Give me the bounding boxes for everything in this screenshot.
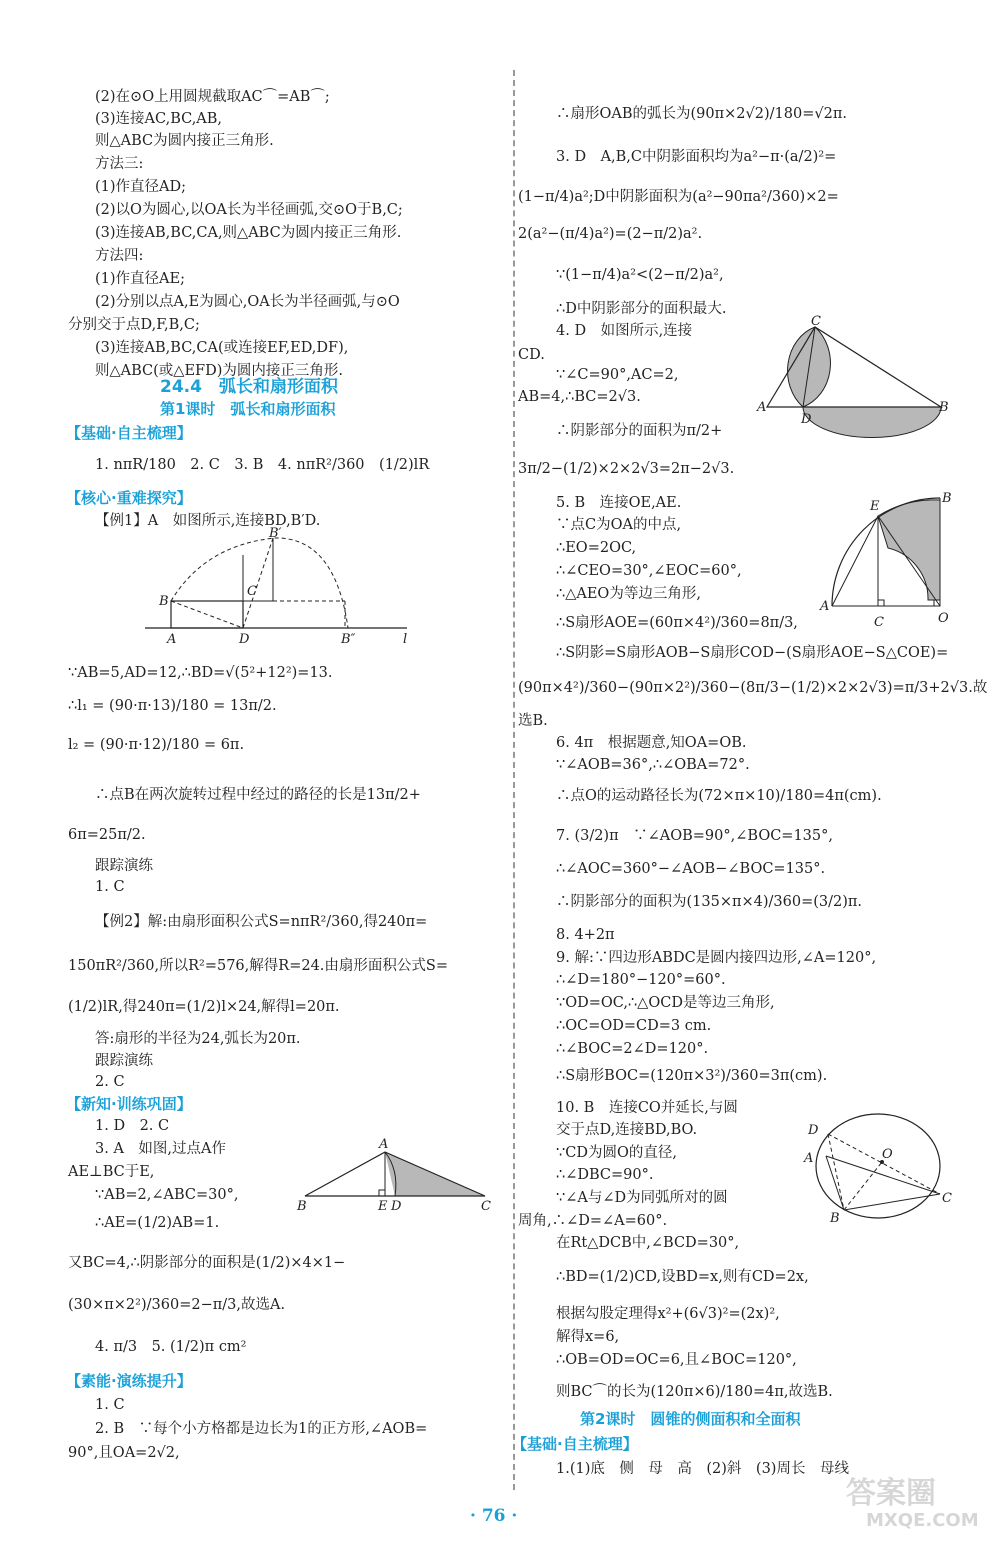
svg-text:D: D (391, 1199, 402, 1214)
text-line: 5. B 连接OE,AE. (556, 495, 682, 511)
svg-text:D: D (801, 412, 812, 427)
text-line: 6. 4π 根据题意,知OA=OB. (556, 735, 747, 751)
text-line: (2)分别以点A,E为圆心,OA长为半径画弧,与⊙O (95, 294, 400, 310)
svg-text:O: O (882, 1147, 893, 1162)
text-line: 3π/2−(1/2)×2×2√3=2π−2√3. (518, 461, 735, 477)
text-line: ∴OC=OD=CD=3 cm. (556, 1018, 712, 1034)
text-line: ∴∠BOC=2∠D=120°. (556, 1041, 709, 1057)
text-line: 1. D 2. C (95, 1118, 170, 1134)
text-line: ∵点C为OA的中点, (556, 517, 682, 533)
svg-text:C: C (811, 314, 821, 329)
svg-text:D: D (808, 1123, 819, 1138)
text-line: ∴△AEO为等边三角形, (556, 586, 701, 602)
text-line: (3)连接AB,BC,CA,则△ABC为圆内接正三角形. (95, 225, 402, 241)
text-line: 90°,且OA=2√2, (68, 1445, 180, 1461)
text-line: ∴阴影部分的面积为(135×π×4)/360=(3/2)π. (556, 894, 863, 910)
text-line: 则△ABC为圆内接正三角形. (95, 133, 274, 149)
triangle-figure (295, 1130, 495, 1220)
text-line: (2)以O为圆心,以OA长为半径画弧,交⊙O于B,C; (95, 202, 403, 218)
follow-title: 跟踪演练 (95, 858, 153, 874)
tag-basic: 【基础·自主梳理】 (66, 424, 192, 442)
text-line: 4. π/3 5. (1/2)π cm² (95, 1339, 247, 1355)
page-number-value: 76 (481, 1506, 506, 1526)
svg-text:B′: B′ (269, 526, 282, 541)
svg-text:O: O (938, 611, 949, 626)
text-line: CD. (518, 347, 545, 363)
rotation-figure (145, 526, 415, 650)
tag-basic2: 【基础·自主梳理】 (512, 1435, 638, 1453)
text-line: ∴S扇形AOE=(60π×4²)/360=8π/3, (556, 615, 798, 631)
text-line: 交于点D,连接BD,BO. (556, 1122, 698, 1138)
text-line: ∴∠DBC=90°. (556, 1167, 654, 1183)
text-line: ∴EO=2OC, (556, 540, 637, 556)
text-line: 6π=25π/2. (68, 827, 146, 843)
text-line: 2(a²−(π/4)a²)=(2−π/2)a². (518, 226, 703, 242)
text-line: ∵AB=2,∠ABC=30°, (95, 1187, 239, 1203)
text-line: 选B. (518, 713, 548, 729)
text-line: (1)作直径AD; (95, 179, 187, 195)
text-line: 分别交于点D,F,B,C; (68, 317, 200, 333)
follow-title: 跟踪演练 (95, 1053, 153, 1069)
text-line: 7. (3/2)π ∵∠AOB=90°,∠BOC=135°, (556, 828, 833, 844)
svg-text:B″: B″ (341, 632, 356, 647)
text-line: 周角,∴∠D=∠A=60°. (518, 1213, 668, 1229)
svg-text:C: C (874, 615, 884, 630)
text-line: ∵∠AOB=36°,∴∠OBA=72°. (556, 757, 750, 773)
text-line: 10. B 连接CO并延长,与圆 (556, 1100, 738, 1116)
text-line: 又BC=4,∴阴影部分的面积是(1/2)×4×1− (68, 1255, 346, 1271)
page-number: · 76 · (470, 1506, 518, 1526)
text-line: (2)在⊙O上用圆规截取AC⌒=AB⌒; (95, 89, 330, 105)
column-divider (513, 70, 515, 1490)
follow-answer: 2. C (95, 1074, 125, 1090)
svg-text:B: B (942, 491, 952, 506)
tag-skill: 【素能·演练提升】 (66, 1372, 192, 1390)
text-line: 4. D 如图所示,连接 (556, 323, 693, 339)
text-line: ∵∠C=90°,AC=2, (556, 367, 679, 383)
text-line: ∵∠A与∠D为同弧所对的圆 (556, 1190, 728, 1206)
text-line: ∴S扇形BOC=(120π×3²)/360=3π(cm). (556, 1068, 828, 1084)
text-line: 8. 4+2π (556, 927, 615, 943)
section-title: 24.4 弧长和扇形面积 (160, 377, 338, 397)
lesson-title: 第1课时 弧长和扇形面积 (160, 400, 336, 418)
watermark-url: MXQE.COM (866, 1510, 979, 1531)
svg-text:A: A (167, 632, 177, 647)
tag-core: 【核心·重难探究】 (66, 489, 192, 507)
text-line: 方法三: (95, 156, 144, 172)
text-line: 则△ABC(或△EFD)为圆内接正三角形. (95, 363, 343, 379)
text-line: ∴D中阴影部分的面积最大. (556, 301, 727, 317)
text-line: 【例2】解:由扇形面积公式S=nπR²/360,得240π= (95, 914, 428, 930)
text-line: ∴阴影部分的面积为π/2+ (556, 423, 723, 439)
text-line: (1/2)lR,得240π=(1/2)l×24,解得l=20π. (68, 999, 340, 1015)
tag-new: 【新知·训练巩固】 (66, 1095, 192, 1113)
text-line: ∴S阴影=S扇形AOB−S扇形COD−(S扇形AOE−S△COE)= (556, 645, 949, 661)
svg-text:A: A (379, 1137, 389, 1152)
svg-text:E: E (870, 499, 880, 514)
text-line: ∵(1−π/4)a²<(2−π/2)a², (556, 267, 724, 283)
text-line: (1−π/4)a²;D中阴影面积为(a²−90πa²/360)×2= (518, 189, 839, 205)
basic-answers: 1. nπR/180 2. C 3. B 4. nπR²/360 (1/2)lR (95, 457, 430, 473)
text-line: 3. D A,B,C中阴影面积均为a²−π·(a/2)²= (556, 149, 837, 165)
text-line: 答:扇形的半径为24,弧长为20π. (95, 1031, 301, 1047)
text-line: ∵CD为圆O的直径, (556, 1145, 677, 1161)
text-line: 150πR²/360,所以R²=576,解得R=24.由扇形面积公式S= (68, 958, 448, 974)
text-line: ∴BD=(1/2)CD,设BD=x,则有CD=2x, (556, 1269, 809, 1285)
svg-text:B: B (939, 400, 949, 415)
text-line: 3. A 如图,过点A作 (95, 1141, 226, 1157)
text-line: 1. C (95, 1397, 125, 1413)
svg-text:D: D (239, 632, 250, 647)
text-line: ∴∠AOC=360°−∠AOB−∠BOC=135°. (556, 861, 826, 877)
text-line: (1)作直径AE; (95, 271, 185, 287)
text-line: ∴l₁ = (90·π·13)/180 = 13π/2. (68, 698, 277, 714)
svg-text:E: E (378, 1199, 388, 1214)
text-line: ∴点O的运动路径长为(72×π×10)/180=4π(cm). (556, 788, 882, 804)
semicircle-figure (755, 315, 955, 430)
svg-text:C: C (481, 1199, 491, 1214)
quarter-circle-figure (808, 488, 968, 633)
text-line: 方法四: (95, 248, 144, 264)
text-line: 解得x=6, (556, 1329, 620, 1345)
text-line: ∴∠D=180°−120°=60°. (556, 972, 726, 988)
svg-text:C: C (247, 584, 257, 599)
svg-text:A: A (804, 1151, 814, 1166)
svg-text:A: A (820, 599, 830, 614)
svg-text:B: B (830, 1211, 840, 1226)
svg-text:l: l (403, 632, 408, 647)
text-line: (3)连接AB,BC,CA(或连接EF,ED,DF), (95, 340, 349, 356)
text-line: 则BC⌒的长为(120π×6)/180=4π,故选B. (556, 1384, 833, 1400)
text-line: AE⊥BC于E, (68, 1164, 155, 1180)
circle-figure (800, 1112, 960, 1226)
watermark-logo: 答案圈 (846, 1476, 936, 1511)
svg-text:B: B (159, 594, 169, 609)
text-line: l₂ = (90·π·12)/180 = 6π. (68, 737, 245, 753)
text-line: 根据勾股定理得x²+(6√3)²=(2x)², (556, 1306, 780, 1322)
text-line: ∴∠CEO=30°,∠EOC=60°, (556, 563, 742, 579)
follow-answer: 1. C (95, 879, 125, 895)
text-line: AB=4,∴BC=2√3. (518, 389, 641, 405)
text-line: (3)连接AC,BC,AB, (95, 111, 223, 127)
text-line: ∵AB=5,AD=12,∴BD=√(5²+12²)=13. (68, 665, 333, 681)
svg-text:B: B (297, 1199, 307, 1214)
text-line: (30×π×2²)/360=2−π/3,故选A. (68, 1297, 286, 1313)
text-line: ∴扇形OAB的弧长为(90π×2√2)/180=√2π. (556, 106, 847, 122)
svg-text:C: C (942, 1191, 952, 1206)
text-line: 2. B ∵每个小方格都是边长为1的正方形,∠AOB= (95, 1421, 428, 1437)
basic2-answers: 1.(1)底 侧 母 高 (2)斜 (3)周长 母线 (556, 1461, 849, 1477)
text-line: ∴点B在两次旋转过程中经过的路径的长是13π/2+ (95, 787, 421, 803)
text-line: (90π×4²)/360−(90π×2²)/360−(8π/3−(1/2)×2×2√3)=π/3+2√3.故 (518, 680, 988, 696)
text-line: ∴OB=OD=OC=6,且∠BOC=120°, (556, 1352, 797, 1368)
svg-text:A: A (757, 400, 767, 415)
text-line: ∴AE=(1/2)AB=1. (95, 1215, 220, 1231)
text-line: ∵OD=OC,∴△OCD是等边三角形, (556, 995, 775, 1011)
example-1-head: 【例1】A 如图所示,连接BD,B′D. (95, 513, 321, 529)
text-line: 在Rt△DCB中,∠BCD=30°, (556, 1235, 740, 1251)
lesson2-title: 第2课时 圆锥的侧面积和全面积 (580, 1410, 801, 1428)
text-line: 9. 解:∵四边形ABDC是圆内接四边形,∠A=120°, (556, 950, 877, 966)
